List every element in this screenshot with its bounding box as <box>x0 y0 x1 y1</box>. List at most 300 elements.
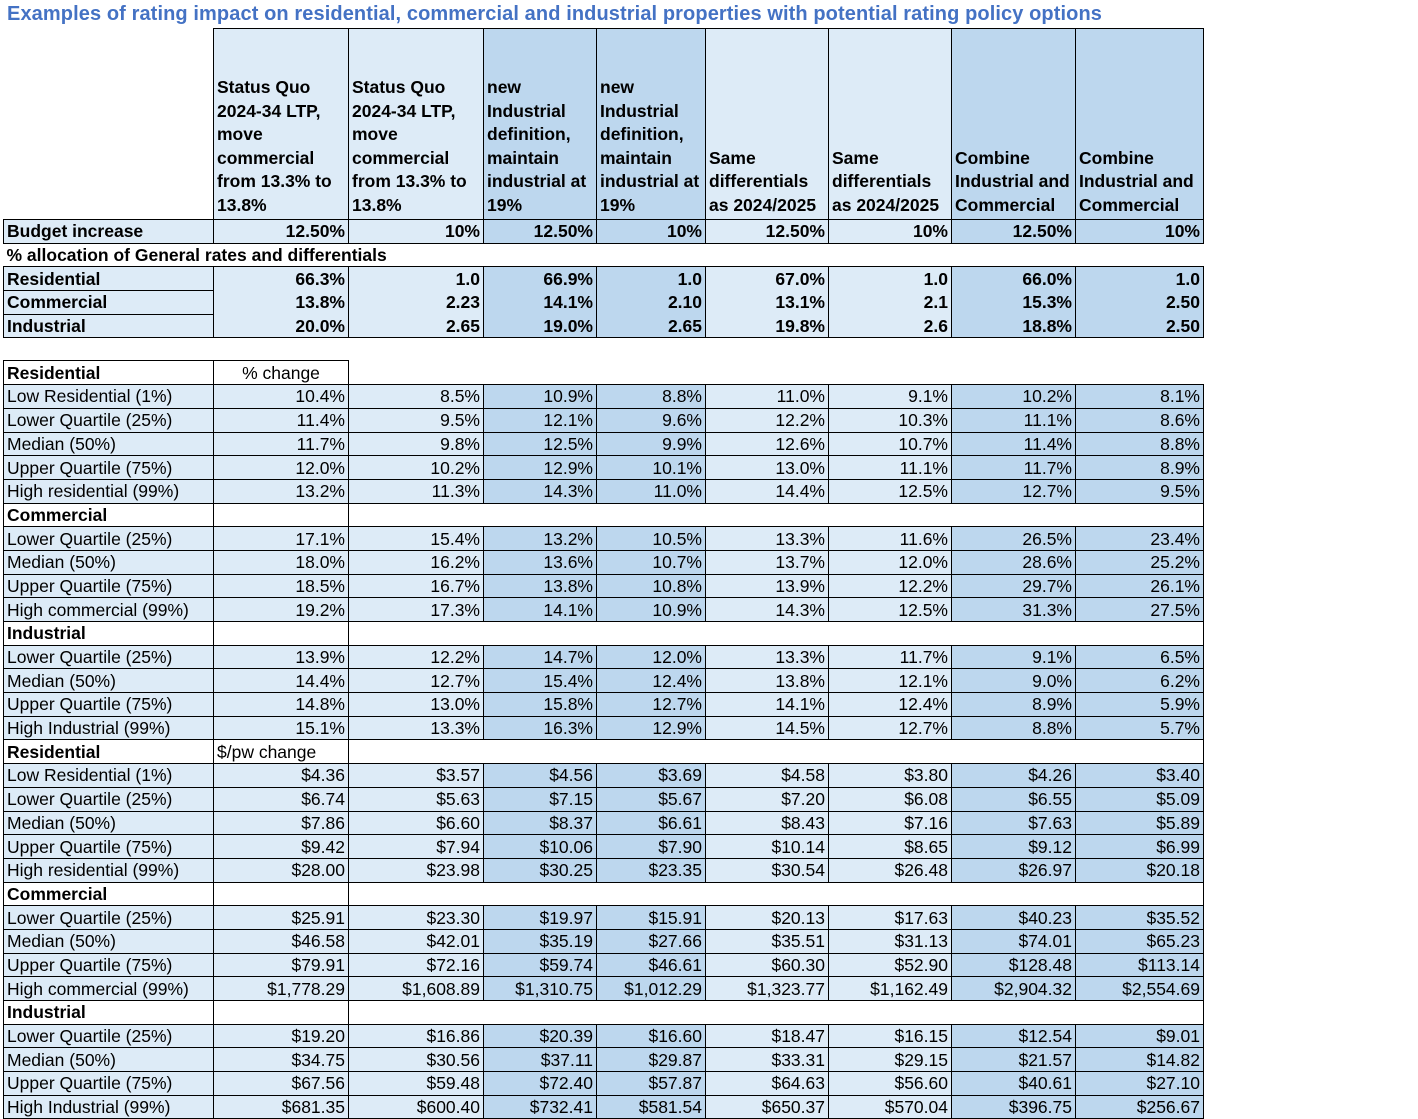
table-cell: 14.1% <box>484 291 597 315</box>
table-cell: $2,554.69 <box>1076 977 1204 1001</box>
column-header: Combine Industrial and Commercial <box>1076 29 1204 220</box>
table-row <box>4 408 1204 432</box>
row-label: Lower Quartile (25%) <box>4 527 214 551</box>
empty-cell <box>484 361 597 385</box>
empty-cell <box>597 1001 706 1025</box>
table-cell: $46.58 <box>214 929 349 953</box>
table-cell: $16.60 <box>597 1024 706 1048</box>
table-cell: $128.48 <box>952 953 1076 977</box>
table-cell: $59.48 <box>349 1072 484 1096</box>
table-cell: 13.7% <box>706 550 829 574</box>
table-cell: $40.61 <box>952 1072 1076 1096</box>
empty-cell <box>1076 1001 1204 1025</box>
table-cell: 12.5% <box>484 432 597 456</box>
table-cell: $67.56 <box>214 1072 349 1096</box>
table-cell: $18.47 <box>706 1024 829 1048</box>
spacer <box>4 338 1204 361</box>
table-cell: 17.1% <box>214 527 349 551</box>
table-cell: 12.2% <box>829 574 952 598</box>
table-cell: $9.42 <box>214 835 349 859</box>
table-cell: 15.4% <box>349 527 484 551</box>
column-header: Status Quo 2024-34 LTP, move commercial from 13.3% to 13.8% <box>214 29 349 220</box>
empty-cell <box>706 622 829 646</box>
section-unit <box>214 1001 349 1025</box>
table-cell: $256.67 <box>1076 1095 1204 1119</box>
row-label: Lower Quartile (25%) <box>4 645 214 669</box>
table-cell: 12.9% <box>484 456 597 480</box>
section-label: Residential <box>4 361 214 385</box>
table-cell: 18.5% <box>214 574 349 598</box>
empty-cell <box>1076 622 1204 646</box>
table-cell: $35.51 <box>706 929 829 953</box>
table-cell: $4.56 <box>484 764 597 788</box>
table-cell: 14.4% <box>214 669 349 693</box>
table-cell: $52.90 <box>829 953 952 977</box>
table-cell: 12.4% <box>829 693 952 717</box>
table-cell: 12.1% <box>829 669 952 693</box>
table-cell: 10.4% <box>214 385 349 409</box>
table-cell: $72.40 <box>484 1072 597 1096</box>
table-row <box>4 1072 1204 1096</box>
table-cell: $19.20 <box>214 1024 349 1048</box>
table-cell: 2.10 <box>597 291 706 315</box>
empty-cell <box>597 361 706 385</box>
section-label: Industrial <box>4 622 214 646</box>
empty-cell <box>349 1001 484 1025</box>
table-cell: 11.7% <box>829 645 952 669</box>
row-label: Upper Quartile (75%) <box>4 1072 214 1096</box>
empty-cell <box>706 882 829 906</box>
table-cell: $1,012.29 <box>597 977 706 1001</box>
table-cell: 14.1% <box>706 693 829 717</box>
table-cell: $7.63 <box>952 811 1076 835</box>
table-cell: $27.66 <box>597 929 706 953</box>
section-unit <box>214 882 349 906</box>
table-cell: $10.06 <box>484 835 597 859</box>
table-row <box>4 716 1204 740</box>
table-cell: $7.86 <box>214 811 349 835</box>
table-row <box>4 858 1204 882</box>
table-cell: 11.0% <box>706 385 829 409</box>
table-cell: 17.3% <box>349 598 484 622</box>
table-cell: 8.5% <box>349 385 484 409</box>
table-cell: $40.23 <box>952 906 1076 930</box>
table-cell: $29.15 <box>829 1048 952 1072</box>
table-cell: $5.63 <box>349 787 484 811</box>
empty-cell <box>349 503 484 527</box>
table-cell: $17.63 <box>829 906 952 930</box>
table-row <box>4 977 1204 1001</box>
section-unit <box>214 622 349 646</box>
table-cell: 18.8% <box>952 314 1076 338</box>
table-cell: $30.56 <box>349 1048 484 1072</box>
table-cell: 10.9% <box>597 598 706 622</box>
table-cell: $72.16 <box>349 953 484 977</box>
table-cell: 12.50% <box>484 220 597 244</box>
table-cell: 12.0% <box>214 456 349 480</box>
empty-cell <box>829 361 952 385</box>
table-cell: $42.01 <box>349 929 484 953</box>
table-cell: 8.1% <box>1076 385 1204 409</box>
table-cell: 23.4% <box>1076 527 1204 551</box>
table-cell: $6.61 <box>597 811 706 835</box>
empty-cell <box>1076 361 1204 385</box>
row-label: High Industrial (99%) <box>4 1095 214 1119</box>
table-cell: 13.9% <box>706 574 829 598</box>
section-heading-row <box>4 1001 1204 1025</box>
table-cell: 12.0% <box>829 550 952 574</box>
row-label: Lower Quartile (25%) <box>4 906 214 930</box>
table-cell: $2,904.32 <box>952 977 1076 1001</box>
empty-cell <box>484 1001 597 1025</box>
empty-cell <box>597 882 706 906</box>
table-cell: $6.99 <box>1076 835 1204 859</box>
table-cell: $732.41 <box>484 1095 597 1119</box>
spacer-row <box>4 338 1204 361</box>
table-cell: $8.43 <box>706 811 829 835</box>
section-heading-row <box>4 361 1204 385</box>
table-cell: $60.30 <box>706 953 829 977</box>
section-label: Commercial <box>4 503 214 527</box>
table-cell: $59.74 <box>484 953 597 977</box>
row-label: Low Residential (1%) <box>4 764 214 788</box>
table-cell: $57.87 <box>597 1072 706 1096</box>
table-cell: 12.0% <box>597 645 706 669</box>
table-cell: $7.15 <box>484 787 597 811</box>
table-row <box>4 645 1204 669</box>
table-cell: 13.8% <box>706 669 829 693</box>
table-cell: $29.87 <box>597 1048 706 1072</box>
table-cell: $31.13 <box>829 929 952 953</box>
row-label: Residential <box>4 267 214 291</box>
table-cell: 8.9% <box>1076 456 1204 480</box>
table-cell: $4.26 <box>952 764 1076 788</box>
table-cell: 12.2% <box>349 645 484 669</box>
table-cell: 12.4% <box>597 669 706 693</box>
table-cell: $20.39 <box>484 1024 597 1048</box>
empty-cell <box>829 622 952 646</box>
table-row <box>4 906 1204 930</box>
table-row <box>4 527 1204 551</box>
budget-row <box>4 220 1204 244</box>
table-cell: 66.0% <box>952 267 1076 291</box>
empty-cell <box>1076 882 1204 906</box>
table-cell: $6.55 <box>952 787 1076 811</box>
table-cell: $79.91 <box>214 953 349 977</box>
table-cell: 19.2% <box>214 598 349 622</box>
table-cell: 12.1% <box>484 408 597 432</box>
empty-cell <box>597 622 706 646</box>
section-heading-row <box>4 882 1204 906</box>
row-label: High residential (99%) <box>4 479 214 503</box>
row-label: Upper Quartile (75%) <box>4 835 214 859</box>
table-row <box>4 693 1204 717</box>
table-cell: 12.6% <box>706 432 829 456</box>
table-cell: $35.19 <box>484 929 597 953</box>
empty-cell <box>597 503 706 527</box>
table-cell: $1,608.89 <box>349 977 484 1001</box>
table-cell: 11.3% <box>349 479 484 503</box>
column-header: Status Quo 2024-34 LTP, move commercial from 13.3% to 13.8% <box>349 29 484 220</box>
table-cell: $6.60 <box>349 811 484 835</box>
table-cell: 14.4% <box>706 479 829 503</box>
table-row <box>4 479 1204 503</box>
table-cell: 2.50 <box>1076 314 1204 338</box>
table-cell: 9.1% <box>829 385 952 409</box>
table-cell: 13.2% <box>484 527 597 551</box>
table-cell: 9.5% <box>349 408 484 432</box>
table-cell: $3.57 <box>349 764 484 788</box>
table-cell: 5.7% <box>1076 716 1204 740</box>
table-cell: $23.98 <box>349 858 484 882</box>
table-row <box>4 811 1204 835</box>
table-cell: 10% <box>829 220 952 244</box>
table-cell: 1.0 <box>597 267 706 291</box>
table-cell: 9.9% <box>597 432 706 456</box>
empty-cell <box>1076 503 1204 527</box>
section-label: Residential <box>4 740 214 764</box>
table-cell: 10.5% <box>597 527 706 551</box>
table-cell: $28.00 <box>214 858 349 882</box>
row-label: Median (50%) <box>4 811 214 835</box>
empty-cell <box>952 622 1076 646</box>
table-cell: $30.54 <box>706 858 829 882</box>
empty-cell <box>597 740 706 764</box>
empty-cell <box>484 503 597 527</box>
table-cell: 11.7% <box>952 456 1076 480</box>
empty-cell <box>349 882 484 906</box>
table-cell: 19.0% <box>484 314 597 338</box>
section-heading-row <box>4 622 1204 646</box>
row-label: Upper Quartile (75%) <box>4 953 214 977</box>
table-cell: $650.37 <box>706 1095 829 1119</box>
table-cell: 8.8% <box>597 385 706 409</box>
column-header: new Industrial definition, maintain industrial at 19% <box>597 29 706 220</box>
table-cell: $6.08 <box>829 787 952 811</box>
table-cell: $1,162.49 <box>829 977 952 1001</box>
table-cell: 15.1% <box>214 716 349 740</box>
table-cell: $3.80 <box>829 764 952 788</box>
table-cell: 12.9% <box>597 716 706 740</box>
table-cell: 66.9% <box>484 267 597 291</box>
table-row <box>4 835 1204 859</box>
table-cell: 10.2% <box>952 385 1076 409</box>
table-cell: $8.37 <box>484 811 597 835</box>
table-cell: 13.6% <box>484 550 597 574</box>
table-cell: 13.3% <box>706 527 829 551</box>
table-row <box>4 1048 1204 1072</box>
table-cell: $14.82 <box>1076 1048 1204 1072</box>
table-cell: $7.16 <box>829 811 952 835</box>
allocation-heading: % allocation of General rates and differentials <box>6 245 387 266</box>
table-cell: 12.50% <box>952 220 1076 244</box>
table-cell: 12.50% <box>214 220 349 244</box>
table-cell: 10.3% <box>829 408 952 432</box>
page-title: Examples of rating impact on residential, commercial and industrial properties with potential rating policy options <box>7 3 1103 25</box>
row-label: Commercial <box>4 291 214 315</box>
section-label: Industrial <box>4 1001 214 1025</box>
table-cell: $10.14 <box>706 835 829 859</box>
table-cell: $30.25 <box>484 858 597 882</box>
table-row <box>4 456 1204 480</box>
row-label: Median (50%) <box>4 1048 214 1072</box>
row-label: Upper Quartile (75%) <box>4 574 214 598</box>
empty-cell <box>952 740 1076 764</box>
table-row <box>4 1095 1204 1119</box>
table-cell: 2.6 <box>829 314 952 338</box>
empty-cell <box>952 503 1076 527</box>
row-label: High Industrial (99%) <box>4 716 214 740</box>
table-cell: 12.7% <box>349 669 484 693</box>
table-cell: $46.61 <box>597 953 706 977</box>
table-cell: $26.97 <box>952 858 1076 882</box>
table-cell: 11.4% <box>214 408 349 432</box>
table-cell: 10.7% <box>597 550 706 574</box>
table-cell: 10% <box>597 220 706 244</box>
table-cell: 12.7% <box>952 479 1076 503</box>
row-label: Industrial <box>4 314 214 338</box>
table-cell: 10.9% <box>484 385 597 409</box>
table-cell: 10% <box>349 220 484 244</box>
table-cell: $23.30 <box>349 906 484 930</box>
rating-impact-table <box>3 28 1204 1119</box>
table-cell: $396.75 <box>952 1095 1076 1119</box>
table-cell: 12.5% <box>829 479 952 503</box>
row-label: Lower Quartile (25%) <box>4 408 214 432</box>
table-row <box>4 432 1204 456</box>
table-cell: 16.7% <box>349 574 484 598</box>
table-cell: 10.8% <box>597 574 706 598</box>
allocation-row <box>4 267 1204 291</box>
table-cell: 12.7% <box>829 716 952 740</box>
table-cell: 11.1% <box>829 456 952 480</box>
table-cell: 2.23 <box>349 291 484 315</box>
row-label: Lower Quartile (25%) <box>4 1024 214 1048</box>
empty-cell <box>829 740 952 764</box>
table-cell: 14.1% <box>484 598 597 622</box>
table-cell: 15.8% <box>484 693 597 717</box>
empty-cell <box>349 361 484 385</box>
table-cell: $681.35 <box>214 1095 349 1119</box>
table-cell: 14.3% <box>706 598 829 622</box>
table-cell: $65.23 <box>1076 929 1204 953</box>
table-body <box>4 29 1204 1119</box>
empty-cell <box>706 1001 829 1025</box>
table-cell: 18.0% <box>214 550 349 574</box>
empty-cell <box>706 361 829 385</box>
table-cell: 12.50% <box>706 220 829 244</box>
table-cell: 15.3% <box>952 291 1076 315</box>
table-cell: 10% <box>1076 220 1204 244</box>
section-heading-row <box>4 503 1204 527</box>
table-cell: 13.0% <box>349 693 484 717</box>
table-cell: $3.40 <box>1076 764 1204 788</box>
empty-cell <box>706 740 829 764</box>
table-cell: $113.14 <box>1076 953 1204 977</box>
empty-cell <box>952 361 1076 385</box>
table-row <box>4 574 1204 598</box>
table-cell: $74.01 <box>952 929 1076 953</box>
table-cell: 11.1% <box>952 408 1076 432</box>
allocation-row <box>4 314 1204 338</box>
table-cell: 11.0% <box>597 479 706 503</box>
table-cell: $34.75 <box>214 1048 349 1072</box>
table-cell: 9.5% <box>1076 479 1204 503</box>
row-label: Median (50%) <box>4 669 214 693</box>
row-label: High commercial (99%) <box>4 598 214 622</box>
table-row <box>4 929 1204 953</box>
table-cell: 25.2% <box>1076 550 1204 574</box>
section-heading-row <box>4 740 1204 764</box>
table-cell: 67.0% <box>706 267 829 291</box>
table-cell: 10.7% <box>829 432 952 456</box>
table-cell: 5.9% <box>1076 693 1204 717</box>
table-cell: 6.2% <box>1076 669 1204 693</box>
table-cell: 9.8% <box>349 432 484 456</box>
table-cell: 20.0% <box>214 314 349 338</box>
row-label: Budget increase <box>4 220 214 244</box>
table-cell: $35.52 <box>1076 906 1204 930</box>
table-cell: $25.91 <box>214 906 349 930</box>
table-cell: 2.65 <box>597 314 706 338</box>
table-cell: $16.86 <box>349 1024 484 1048</box>
table-cell: $16.15 <box>829 1024 952 1048</box>
column-header: Same differentials as 2024/2025 <box>706 29 829 220</box>
table-cell: $1,323.77 <box>706 977 829 1001</box>
table-cell: $3.69 <box>597 764 706 788</box>
table-cell: $1,310.75 <box>484 977 597 1001</box>
table-cell: $9.01 <box>1076 1024 1204 1048</box>
table-cell: 12.7% <box>597 693 706 717</box>
table-cell: 6.5% <box>1076 645 1204 669</box>
table-cell: 13.3% <box>349 716 484 740</box>
allocation-heading-row <box>4 243 1204 267</box>
table-cell: $4.36 <box>214 764 349 788</box>
section-unit: % change <box>214 361 349 385</box>
row-label: Low Residential (1%) <box>4 385 214 409</box>
table-cell: 13.1% <box>706 291 829 315</box>
empty-cell <box>952 882 1076 906</box>
empty-cell <box>829 882 952 906</box>
table-cell: 15.4% <box>484 669 597 693</box>
empty-cell <box>829 1001 952 1025</box>
table-cell: 8.8% <box>1076 432 1204 456</box>
table-row <box>4 385 1204 409</box>
table-cell: 8.8% <box>952 716 1076 740</box>
table-cell: $7.94 <box>349 835 484 859</box>
table-cell: 11.6% <box>829 527 952 551</box>
table-cell: 12.5% <box>829 598 952 622</box>
section-unit: $/pw change <box>214 740 349 764</box>
table-cell: $5.67 <box>597 787 706 811</box>
table-cell: 1.0 <box>349 267 484 291</box>
table-cell: 10.1% <box>597 456 706 480</box>
table-row <box>4 669 1204 693</box>
table-cell: 9.6% <box>597 408 706 432</box>
column-header: new Industrial definition, maintain industrial at 19% <box>484 29 597 220</box>
table-cell: 13.2% <box>214 479 349 503</box>
table-cell: 16.3% <box>484 716 597 740</box>
table-cell: 9.0% <box>952 669 1076 693</box>
empty-cell <box>706 503 829 527</box>
row-label: High residential (99%) <box>4 858 214 882</box>
empty-cell <box>1076 740 1204 764</box>
row-label: Upper Quartile (75%) <box>4 693 214 717</box>
table-cell: 11.4% <box>952 432 1076 456</box>
table-cell: 13.3% <box>706 645 829 669</box>
column-header: Combine Industrial and Commercial <box>952 29 1076 220</box>
row-label: Median (50%) <box>4 550 214 574</box>
